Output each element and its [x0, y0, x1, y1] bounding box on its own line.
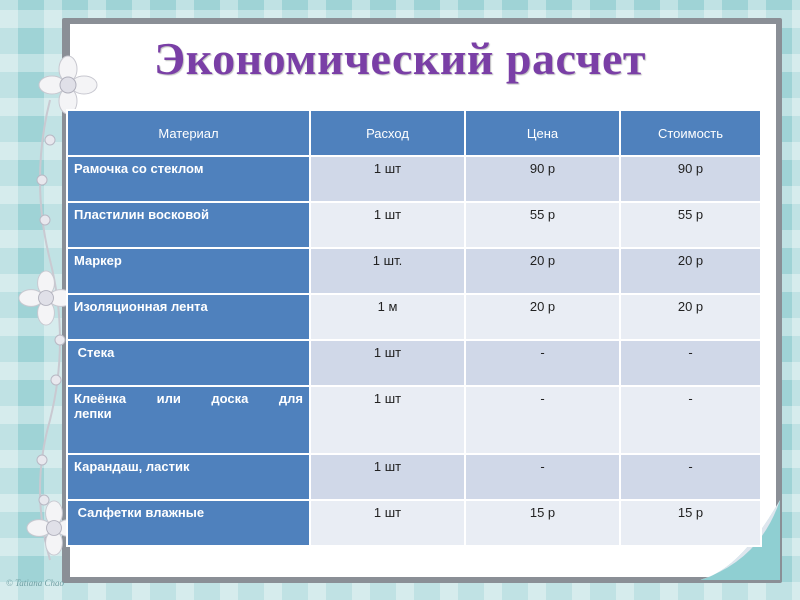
table-row — [67, 500, 761, 546]
header-consumption: Расход — [310, 110, 465, 156]
watermark: © Tatiana Chao — [6, 578, 65, 588]
cell-material: Стека — [67, 340, 310, 386]
cell-material: Маркер — [67, 248, 310, 294]
cell-price: 20 р — [465, 294, 620, 340]
cell-cost: - — [620, 340, 761, 386]
cell-consumption: 1 м — [310, 294, 465, 340]
cell-price: - — [465, 454, 620, 500]
cell-consumption: 1 шт — [310, 202, 465, 248]
cell-price: 90 р — [465, 156, 620, 202]
cell-cost: 20 р — [620, 294, 761, 340]
cell-consumption: 1 шт — [310, 500, 465, 546]
cell-material: Пластилин восковой — [67, 202, 310, 248]
economic-calculation-table — [66, 109, 762, 547]
cell-cost: 20 р — [620, 248, 761, 294]
cell-price: - — [465, 386, 620, 454]
cell-price: 55 р — [465, 202, 620, 248]
cell-price: 15 р — [465, 500, 620, 546]
table-row — [67, 248, 761, 294]
table-row — [67, 340, 761, 386]
table-header-row — [67, 110, 761, 156]
cell-material: Клеёнка или доска для лепки — [67, 386, 310, 454]
cell-material: Рамочка со стеклом — [67, 156, 310, 202]
table-row — [67, 454, 761, 500]
cell-cost: - — [620, 386, 761, 454]
cell-price: 20 р — [465, 248, 620, 294]
header-material: Материал — [67, 110, 310, 156]
table-row — [67, 156, 761, 202]
cell-consumption: 1 шт — [310, 386, 465, 454]
cell-consumption: 1 шт — [310, 340, 465, 386]
cell-consumption: 1 шт — [310, 454, 465, 500]
cell-cost: 55 р — [620, 202, 761, 248]
table-row — [67, 202, 761, 248]
cell-material: Карандаш, ластик — [67, 454, 310, 500]
cell-price: - — [465, 340, 620, 386]
cell-consumption: 1 шт. — [310, 248, 465, 294]
header-cost: Стоимость — [620, 110, 761, 156]
cell-material: Салфетки влажные — [67, 500, 310, 546]
cell-cost: 90 р — [620, 156, 761, 202]
cell-cost: 15 р — [620, 500, 761, 546]
table-row — [67, 386, 761, 454]
cell-cost: - — [620, 454, 761, 500]
cell-consumption: 1 шт — [310, 156, 465, 202]
header-price: Цена — [465, 110, 620, 156]
page-title: Экономический расчет — [154, 33, 646, 84]
cell-material: Изоляционная лента — [67, 294, 310, 340]
table-row — [67, 294, 761, 340]
